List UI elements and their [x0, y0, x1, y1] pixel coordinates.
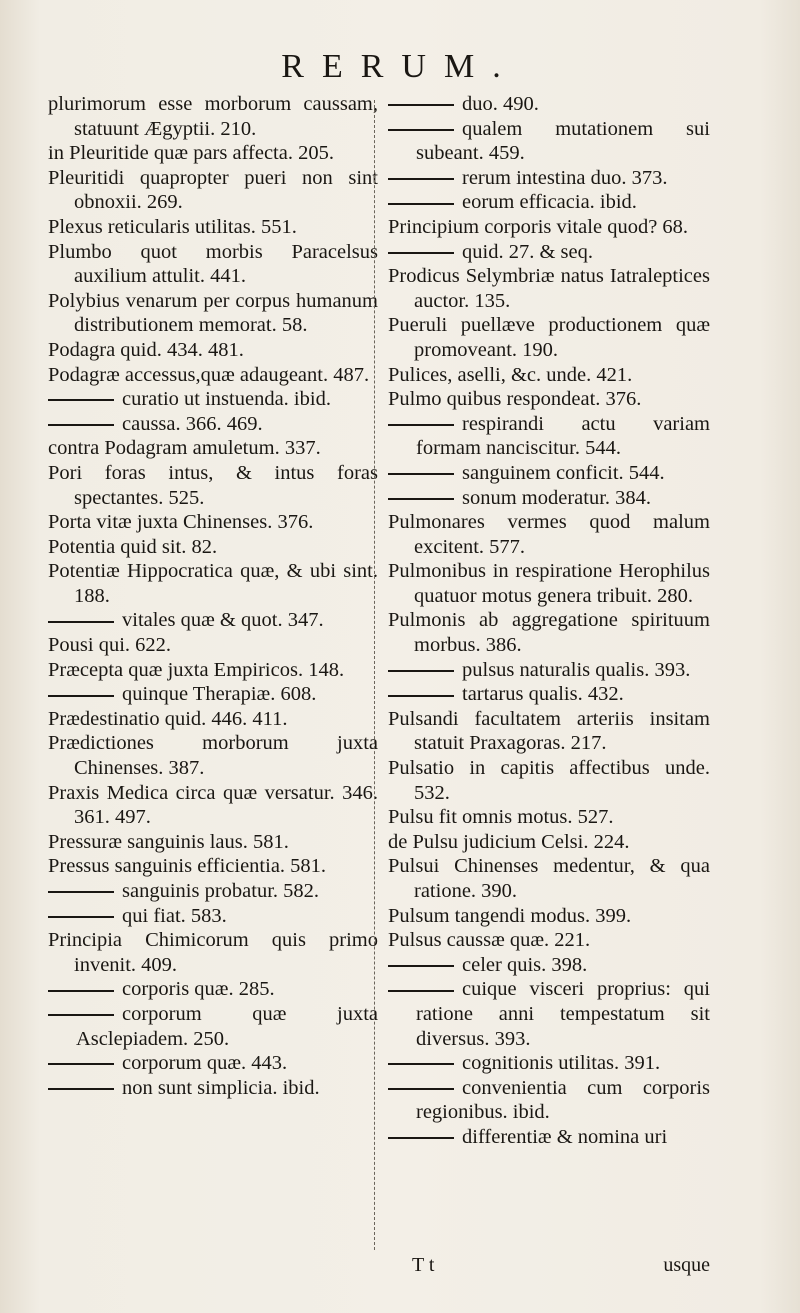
index-entry: Podagræ accessus,quæ adaugeant. 487. — [48, 363, 370, 386]
index-subentry: qualem mutationem sui subeant. 459. — [388, 117, 710, 166]
index-subentry: duo. 490. — [388, 92, 710, 117]
index-entry: Pulsu fit omnis motus. 527. — [388, 806, 614, 829]
index-subentry: cognitionis utilitas. 391. — [388, 1051, 710, 1076]
index-subentry: tartarus qualis. 432. — [388, 682, 710, 707]
index-entry: Pousi qui. 622. — [48, 634, 172, 657]
index-entry: Plexus reticularis utilitas. 551. — [48, 215, 297, 238]
index-subentry: caussa. 366. 469. — [48, 412, 378, 437]
index-entry: Principium corporis vitale quod? 68. — [388, 215, 689, 238]
index-entry: de Pulsu judicium Celsi. 224. — [388, 830, 630, 853]
index-column-right — [388, 92, 710, 1150]
index-subentry: sonum moderatur. 384. — [388, 486, 710, 511]
index-entry: Plumbo quot morbis Paracelsus auxilium attulit. 441. — [48, 240, 378, 288]
index-subentry: celer quis. 398. — [388, 953, 710, 978]
signature-mark: T t — [412, 1254, 435, 1276]
index-entry: Pulmonibus in respiratione Herophilus quatuor motus genera tribuit. 280. — [388, 560, 710, 607]
index-entry: Principia Chimicorum quis primo invenit. 409. — [48, 929, 378, 976]
index-entry: Prædictiones morborum juxta Chinenses. 387. — [48, 732, 378, 780]
index-entry: Podagra quid. 434. 481. — [48, 338, 244, 361]
index-entry: Pleuritidi quapropter pueri non sint obnoxii. 269. — [48, 166, 378, 214]
index-entry: Pulmonares vermes quod malum excitent. 577. — [388, 511, 710, 558]
index-entry: Potentiæ Hippocratica quæ, & ubi sint. 188. — [48, 560, 378, 607]
index-subentry: qui fiat. 583. — [48, 904, 378, 929]
index-entry: contra Podagram amuletum. 337. — [48, 437, 321, 460]
index-subentry: rerum intestina duo. 373. — [388, 166, 710, 191]
index-entry: Pulsus caussæ quæ. 221. — [388, 929, 591, 952]
index-subentry: differentiæ & nomina uri — [388, 1125, 710, 1150]
index-entry: Pori foras intus, & intus foras spectantes. 525. — [48, 461, 378, 509]
catchword: usque — [663, 1254, 710, 1276]
index-subentry: quinque Therapiæ. 608. — [48, 682, 378, 707]
index-entry: Porta vitæ juxta Chinenses. 376. — [48, 511, 314, 534]
index-entry: in Pleuritide quæ pars affecta. 205. — [48, 142, 334, 165]
index-entry: Pulsandi facultatem arteriis insitam statuit Praxagoras. 217. — [388, 707, 710, 755]
index-entry: Præcepta quæ juxta Empiricos. 148. — [48, 658, 345, 681]
index-entry: Pulsui Chinenses medentur, & qua ratione. 390. — [388, 855, 710, 902]
index-subentry: quid. 27. & seq. — [388, 240, 710, 265]
index-entry: Pressuræ sanguinis laus. 581. — [48, 830, 289, 853]
index-subentry: convenientia cum corporis regionibus. ibid. — [388, 1076, 710, 1125]
index-entry: Potentia quid sit. 82. — [48, 535, 218, 558]
index-entry: Pulsum tangendi modus. 399. — [388, 904, 632, 927]
index-subentry: vitales quæ & quot. 347. — [48, 608, 378, 633]
index-subentry: corporum quæ juxta Asclepiadem. 250. — [48, 1002, 378, 1051]
index-entry: Pressus sanguinis efficientia. 581. — [48, 855, 327, 878]
index-subentry: corporis quæ. 285. — [48, 977, 378, 1002]
index-entry: Pulmonis ab aggregatione spirituum morbus. 386. — [388, 609, 710, 657]
index-subentry: sanguinis probatur. 582. — [48, 879, 378, 904]
index-subentry: sanguinem conficit. 544. — [388, 461, 710, 486]
index-entry: Prodicus Selymbriæ natus Iatraleptices auctor. 135. — [388, 265, 710, 312]
index-subentry: pulsus naturalis qualis. 393. — [388, 658, 710, 683]
index-entry: Pueruli puellæve productionem quæ promoveant. 190. — [388, 314, 710, 361]
index-column-left — [48, 92, 378, 1100]
column-divider — [374, 100, 375, 1250]
index-entry: Praxis Medica circa quæ versatur. 346. 361. 497. — [48, 781, 378, 829]
index-entry: Polybius venarum per corpus humanum distributionem memorat. 58. — [48, 289, 378, 337]
index-subentry: eorum efficacia. ibid. — [388, 190, 710, 215]
running-head: RERUM. — [281, 48, 519, 85]
index-entry: Pulmo quibus respondeat. 376. — [388, 388, 642, 411]
index-entry: Pulsatio in capitis affectibus unde. 532. — [388, 757, 710, 804]
index-entry: Prædestinatio quid. 446. 411. — [48, 707, 288, 730]
index-subentry: non sunt simplicia. ibid. — [48, 1076, 378, 1101]
index-subentry: cuique visceri proprius: qui ratione anni tempestatum sit diversus. 393. — [388, 977, 710, 1051]
index-entry: Pulices, aselli, &c. unde. 421. — [388, 363, 633, 386]
index-entry: plurimorum esse morborum caussam, statuunt Ægyptii. 210. — [48, 93, 378, 140]
index-subentry: curatio ut instuenda. ibid. — [48, 387, 378, 412]
index-subentry: corporum quæ. 443. — [48, 1051, 378, 1076]
index-subentry: respirandi actu variam formam nanciscitur. 544. — [388, 412, 710, 461]
